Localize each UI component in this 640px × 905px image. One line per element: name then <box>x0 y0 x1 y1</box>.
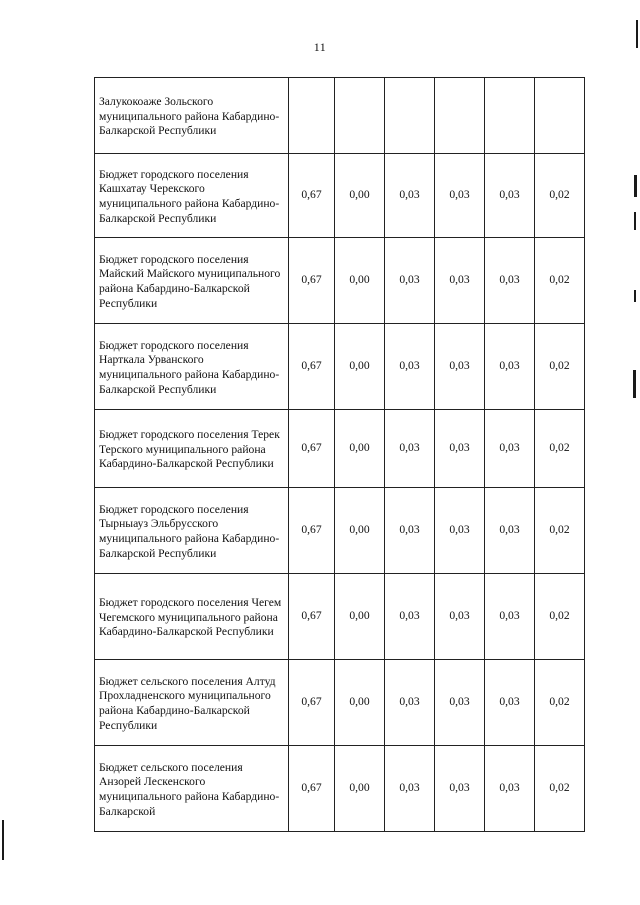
recipient-budget-name: Бюджет городского поселения Тырныауз Эльбрусского муниципального района Кабардино-Балкарской Республики <box>95 488 289 574</box>
value-cell <box>385 78 435 154</box>
scan-artifact <box>634 290 636 302</box>
recipient-budget-name: Залукокоаже Зольского муниципального района Кабардино-Балкарской Республики <box>95 78 289 154</box>
value-cell: 0,03 <box>385 746 435 832</box>
value-cell: 0,03 <box>485 324 535 410</box>
scan-artifact <box>2 820 4 860</box>
value-cell: 0,03 <box>485 746 535 832</box>
value-cell: 0,03 <box>485 238 535 324</box>
recipient-budget-name: Бюджет городского поселения Кашхатау Черекского муниципального района Кабардино-Балкарской Республики <box>95 154 289 238</box>
value-cell: 0,02 <box>535 660 585 746</box>
recipient-budget-name: Бюджет городского поселения Нарткала Урванского муниципального района Кабардино-Балкарской Республики <box>95 324 289 410</box>
recipient-budget-name: Бюджет городского поселения Чегем Чегемского муниципального района Кабардино-Балкарской Республики <box>95 574 289 660</box>
value-cell: 0,00 <box>335 746 385 832</box>
value-cell <box>335 78 385 154</box>
value-cell: 0,00 <box>335 238 385 324</box>
value-cell: 0,03 <box>385 660 435 746</box>
value-cell: 0,03 <box>385 574 435 660</box>
value-cell: 0,00 <box>335 574 385 660</box>
scan-artifact <box>636 20 638 48</box>
value-cell: 0,03 <box>385 410 435 488</box>
value-cell: 0,03 <box>435 324 485 410</box>
value-cell: 0,03 <box>385 488 435 574</box>
value-cell: 0,67 <box>289 660 335 746</box>
value-cell: 0,03 <box>435 488 485 574</box>
value-cell: 0,67 <box>289 574 335 660</box>
value-cell: 0,03 <box>435 660 485 746</box>
value-cell: 0,67 <box>289 488 335 574</box>
recipient-budget-name: Бюджет городского поселения Терек Терского муниципального района Кабардино-Балкарской Республики <box>95 410 289 488</box>
value-cell: 0,03 <box>485 488 535 574</box>
value-cell: 0,00 <box>335 660 385 746</box>
recipient-budget-name: Бюджет городского поселения Майский Майского муниципального района Кабардино-Балкарской Республики <box>95 238 289 324</box>
value-cell: 0,00 <box>335 488 385 574</box>
value-cell: 0,03 <box>435 746 485 832</box>
scan-artifact <box>633 370 636 398</box>
value-cell: 0,02 <box>535 324 585 410</box>
value-cell: 0,67 <box>289 154 335 238</box>
value-cell: 0,02 <box>535 154 585 238</box>
value-cell: 0,03 <box>385 324 435 410</box>
table-row <box>95 574 585 660</box>
value-cell: 0,03 <box>385 154 435 238</box>
value-cell: 0,67 <box>289 324 335 410</box>
table-row <box>95 78 585 154</box>
table-row <box>95 154 585 238</box>
value-cell: 0,02 <box>535 238 585 324</box>
table-row <box>95 324 585 410</box>
value-cell <box>485 78 535 154</box>
recipient-budget-name: Бюджет сельского поселения Алтуд Прохладненского муниципального района Кабардино-Балкарской Республики <box>95 660 289 746</box>
value-cell: 0,03 <box>435 238 485 324</box>
value-cell: 0,67 <box>289 410 335 488</box>
table-row <box>95 410 585 488</box>
value-cell: 0,03 <box>435 574 485 660</box>
page-number: 11 <box>313 40 327 54</box>
value-cell: 0,02 <box>535 410 585 488</box>
scan-artifact <box>634 212 636 230</box>
table-row <box>95 488 585 574</box>
value-cell: 0,03 <box>485 410 535 488</box>
value-cell: 0,03 <box>385 238 435 324</box>
value-cell: 0,67 <box>289 238 335 324</box>
value-cell: 0,00 <box>335 410 385 488</box>
value-cell: 0,67 <box>289 746 335 832</box>
value-cell: 0,00 <box>335 154 385 238</box>
value-cell: 0,03 <box>485 660 535 746</box>
value-cell <box>535 78 585 154</box>
table-row <box>95 660 585 746</box>
recipient-budget-name: Бюджет сельского поселения Анзорей Лескенского муниципального района Кабардино-Балкарской <box>95 746 289 832</box>
value-cell: 0,03 <box>485 574 535 660</box>
value-cell: 0,02 <box>535 746 585 832</box>
budget-distribution-table <box>94 77 585 832</box>
value-cell: 0,00 <box>335 324 385 410</box>
table-row <box>95 746 585 832</box>
scan-artifact <box>634 175 637 197</box>
value-cell: 0,03 <box>485 154 535 238</box>
table-row <box>95 238 585 324</box>
value-cell: 0,03 <box>435 154 485 238</box>
value-cell <box>435 78 485 154</box>
value-cell: 0,02 <box>535 488 585 574</box>
table-body <box>95 78 585 832</box>
value-cell: 0,03 <box>435 410 485 488</box>
value-cell <box>289 78 335 154</box>
value-cell: 0,02 <box>535 574 585 660</box>
